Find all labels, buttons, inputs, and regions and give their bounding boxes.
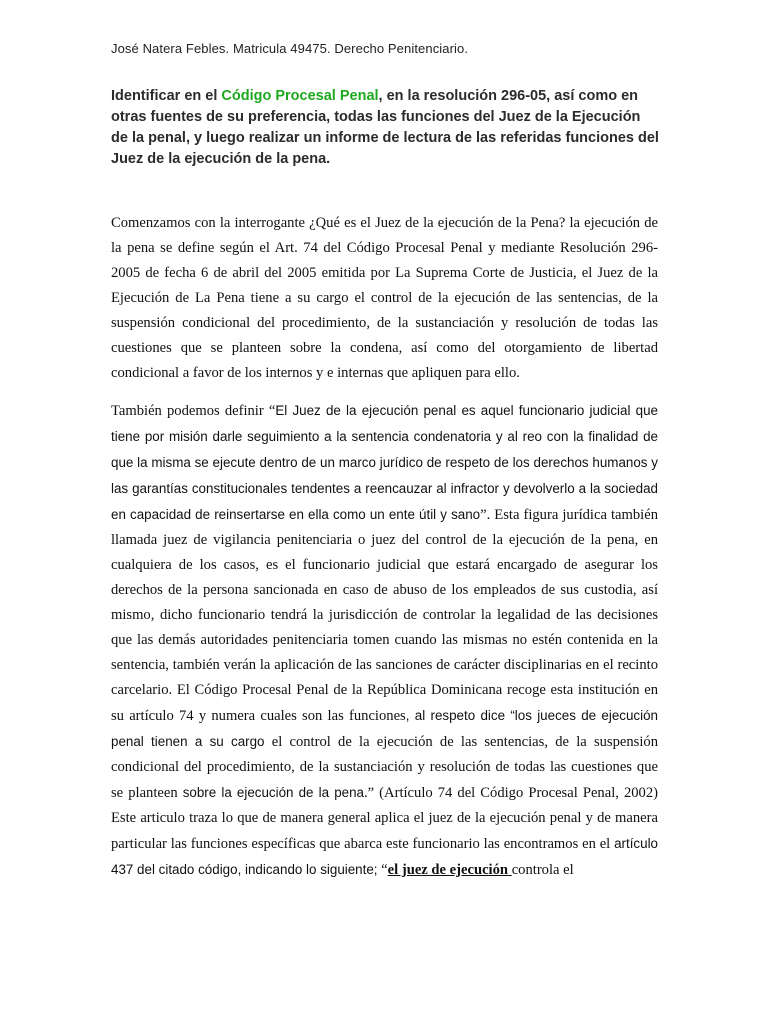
p2-segment-7: el control de la ejecución de las sentencias, de la suspensión condicional del procedimiento, de la sustanciación y resolución de todas las cuestiones que se planteen [111, 734, 659, 801]
title-part-1: Identificar en el [111, 88, 222, 104]
p2-quote-definition-end: devolverlo a la sociedad en capacidad de reinsertarse en ella como un ente útil y sano [111, 481, 658, 522]
p2-segment-10: artículo 437 del citado código, indicando lo siguiente; [111, 836, 658, 877]
title-highlight: Código Procesal Penal [221, 88, 379, 104]
p2-segment-5: , al respeto dice “ [405, 708, 515, 723]
p2-segment-1: También podemos definir “ [111, 403, 276, 419]
p2-underlined-term: el juez de ejecución [387, 862, 512, 878]
p2-segment-8: sobre la ejecución de la pena [182, 785, 364, 800]
p2-segment-13: controla el [511, 862, 574, 878]
p2-segment-11: “ [377, 862, 388, 878]
p2-segment-9: .” (Artículo 74 del Código Procesal Penal, 2002) Este articulo traza lo que de manera general aplica el juez de la ejecución penal y de manera particular las funciones específicas que abarca este funcionario las encontramos en el [111, 785, 659, 852]
p2-quote-article74: los jueces de ejecución penal tienen a su cargo [111, 708, 658, 749]
assignment-title [111, 86, 659, 170]
title-part-2: , en la resolución 296-05, así como en otras fuentes de su preferencia, todas las funciones del Juez de la Ejecución de la penal, y luego realizar un informe de lectura de las referidas funciones del Juez de la ejecución de la pena. [111, 88, 659, 167]
document-header: José Natera Febles. Matricula 49475. Derecho Penitenciario. [111, 41, 469, 56]
paragraph-2 [111, 398, 658, 883]
document-body [111, 211, 658, 895]
p2-segment-4: ”. Esta figura jurídica también llamada juez de vigilancia penitenciaria o juez del control de la ejecución de la pena, en cualquiera de los casos, es el funcionario judicial que estará encargado de asegurar los derechos de la persona sancionada en caso de abuso de los empleados de sus custodia, así mismo, dicho funcionario tendrá la jurisdicción de controlar la legalidad de las decisiones que las demás autoridades penitenciaria tomen cuando las mismas no estén contenida en la sentencia, también verán la aplicación de las sanciones de carácter disciplinarias en el recinto carcelario. El Código Procesal Penal de la República Dominicana recoge esta institución en su artículo 74 y numera cuales son las funciones [111, 507, 658, 724]
p2-quote-definition: El Juez de la ejecución penal es aquel funcionario judicial que tiene por misión darle seguimiento a la sentencia condenatoria y al reo con la finalidad de que la misma se ejecute dentro de un marco jurídico de respeto de los derechos humanos y las garantías constitucionales tendentes a reencauzar al infractor y [111, 403, 658, 496]
paragraph-1: Comenzamos con la interrogante ¿Qué es el Juez de la ejecución de la Pena? la ejecución de la pena se define según el Art. 74 del Código Procesal Penal y mediante Resolución 296-2005 de fecha 6 de abril del 2005 emitida por La Suprema Corte de Justicia, el Juez de la Ejecución de La Pena tiene a su cargo el control de la ejecución de las sentencias, de la suspensión condicional del procedimiento, de la sustanciación y resolución de todas las cuestiones que se planteen sobre la condena, así como del otorgamiento de libertad condicional a favor de los internos y e internas que apliquen para ello. [111, 215, 658, 381]
